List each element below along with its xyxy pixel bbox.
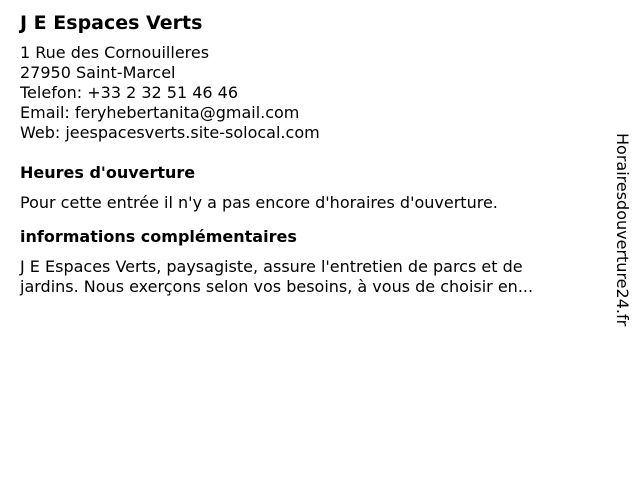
opening-hours-text: Pour cette entrée il n'y a pas encore d'horaires d'ouverture. xyxy=(20,193,498,212)
opening-hours-heading: Heures d'ouverture xyxy=(20,163,196,182)
street-address: 1 Rue des Cornouilleres xyxy=(20,43,210,62)
email-line[interactable]: Email: feryhebertanita@gmail.com xyxy=(20,103,300,122)
postal-city: 27950 Saint-Marcel xyxy=(20,63,176,82)
additional-info-text: J E Espaces Verts, paysagiste, assure l'entretien de parcs et de jardins. Nous exerçons selon vos besoins, à vous de choisir en... xyxy=(20,257,534,296)
site-watermark: Horairesdouverture24.fr xyxy=(613,133,632,327)
business-card xyxy=(20,10,595,297)
contact-block xyxy=(20,43,595,143)
additional-info-heading: informations complémentaires xyxy=(20,227,297,246)
website-line[interactable]: Web: jeespacesverts.site-solocal.com xyxy=(20,123,320,142)
business-name: J E Espaces Verts xyxy=(20,12,203,34)
phone-line[interactable]: Telefon: +33 2 32 51 46 46 xyxy=(20,83,239,102)
